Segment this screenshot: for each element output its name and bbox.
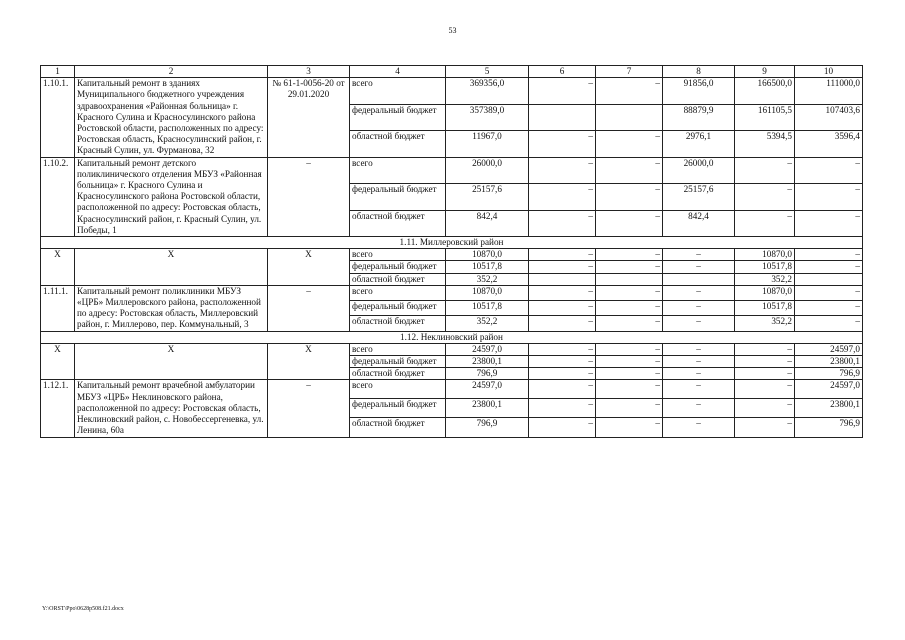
column-header: 9 [735, 66, 795, 78]
value-cell: 107403,6 [795, 104, 863, 130]
table-row [41, 343, 863, 355]
section-row [41, 331, 863, 343]
footer-file-path: Y:\ORST\Ppo\0628p508.f21.docx [42, 606, 124, 612]
value-cell: – [663, 380, 735, 399]
value-cell: – [663, 356, 735, 368]
value-cell: 161105,5 [735, 104, 795, 130]
value-cell: – [529, 131, 596, 157]
value-cell: – [596, 285, 663, 300]
section-title: 1.11. Миллеровский район [41, 237, 863, 249]
value-cell: 91856,0 [663, 78, 735, 104]
value-cell: – [663, 418, 735, 437]
funding-source: федеральный бюджет [350, 184, 446, 210]
value-cell: – [735, 380, 795, 399]
value-cell: – [529, 316, 596, 331]
funding-source: областной бюджет [350, 210, 446, 236]
funding-source: федеральный бюджет [350, 104, 446, 130]
value-cell: – [529, 210, 596, 236]
section-title: 1.12. Неклиновский район [41, 331, 863, 343]
value-cell: 24597,0 [446, 380, 529, 399]
value-cell: – [663, 316, 735, 331]
page-number: 53 [448, 26, 457, 35]
value-cell: 796,9 [795, 418, 863, 437]
value-cell: 88879,9 [663, 104, 735, 130]
value-cell: – [596, 131, 663, 157]
funding-source: федеральный бюджет [350, 399, 446, 418]
value-cell: – [735, 184, 795, 210]
section-row [41, 237, 863, 249]
funding-source: всего [350, 380, 446, 399]
value-cell [795, 273, 863, 285]
document-ref: X [268, 249, 350, 286]
value-cell: 24597,0 [795, 380, 863, 399]
value-cell: 352,2 [735, 316, 795, 331]
value-cell: 796,9 [795, 368, 863, 380]
value-cell [529, 104, 596, 130]
value-cell: – [529, 380, 596, 399]
funding-source: федеральный бюджет [350, 301, 446, 316]
value-cell: – [663, 368, 735, 380]
budget-table [40, 65, 863, 438]
value-cell: – [735, 356, 795, 368]
value-cell: 26000,0 [663, 157, 735, 183]
value-cell [529, 273, 596, 285]
value-cell: – [529, 368, 596, 380]
value-cell: 352,2 [446, 316, 529, 331]
row-number: 1.11.1. [41, 285, 75, 331]
funding-source: всего [350, 249, 446, 261]
table-row [41, 285, 863, 300]
value-cell: 796,9 [446, 418, 529, 437]
object-name: Капитальный ремонт детского поликлинического отделения МБУЗ «Районная больница» г. Красного Сулина и Красносулинского района Ростовской области, расположенной по адресу: Ростовская область, Красносулинский район, г. Красный Сулин, ул. Победы, 1 [75, 157, 268, 236]
value-cell: 24597,0 [446, 343, 529, 355]
column-header-row [41, 66, 863, 78]
value-cell: – [795, 316, 863, 331]
value-cell: – [735, 210, 795, 236]
value-cell: – [529, 301, 596, 316]
value-cell: 2976,1 [663, 131, 735, 157]
row-number: 1.12.1. [41, 380, 75, 437]
column-header: 2 [75, 66, 268, 78]
value-cell: 352,2 [446, 273, 529, 285]
value-cell: – [735, 343, 795, 355]
value-cell: 842,4 [446, 210, 529, 236]
value-cell: 11967,0 [446, 131, 529, 157]
value-cell: – [795, 301, 863, 316]
row-number: 1.10.2. [41, 157, 75, 236]
value-cell: – [596, 380, 663, 399]
object-name: Капитальный ремонт врачебной амбулатории МБУЗ «ЦРБ» Неклиновского района, расположенной по адресу: Ростовская область, Неклиновский район, с. Новобессергеневка, ул. Ленина, 60а [75, 380, 268, 437]
value-cell: 166500,0 [735, 78, 795, 104]
value-cell: – [596, 157, 663, 183]
value-cell: 10870,0 [446, 285, 529, 300]
value-cell: – [663, 301, 735, 316]
value-cell: – [735, 157, 795, 183]
value-cell: 10517,8 [446, 261, 529, 273]
value-cell: – [529, 285, 596, 300]
column-header: 1 [41, 66, 75, 78]
value-cell: 357389,0 [446, 104, 529, 130]
document-ref: X [268, 343, 350, 380]
funding-source: всего [350, 285, 446, 300]
object-name: X [75, 249, 268, 286]
value-cell: 352,2 [735, 273, 795, 285]
value-cell: – [596, 418, 663, 437]
value-cell: 25157,6 [663, 184, 735, 210]
value-cell: – [596, 249, 663, 261]
value-cell: – [663, 399, 735, 418]
row-number: 1.10.1. [41, 78, 75, 157]
value-cell: – [529, 184, 596, 210]
value-cell: – [795, 210, 863, 236]
value-cell: – [529, 261, 596, 273]
value-cell: 26000,0 [446, 157, 529, 183]
value-cell: – [529, 157, 596, 183]
funding-source: всего [350, 343, 446, 355]
value-cell [663, 273, 735, 285]
document-ref: – [268, 285, 350, 331]
funding-source: всего [350, 78, 446, 104]
document-ref: № 61-1-0056-20 от 29.01.2020 [268, 78, 350, 157]
value-cell [596, 104, 663, 130]
object-name: Капитальный ремонт в зданиях Муниципального бюджетного учреждения здравоохранения «Районная больница» г. Красного Сулина и Красносулинского района Ростовской области, расположенных по адресу: Ростовская область, Красносулинский район, г. Красный Сулин, ул. Фурманова, 32 [75, 78, 268, 157]
table-row [41, 78, 863, 104]
value-cell: – [795, 249, 863, 261]
funding-source: федеральный бюджет [350, 356, 446, 368]
funding-source: всего [350, 157, 446, 183]
column-header: 7 [596, 66, 663, 78]
funding-source: областной бюджет [350, 418, 446, 437]
value-cell [596, 273, 663, 285]
table-row [41, 249, 863, 261]
value-cell: – [735, 399, 795, 418]
table-body [41, 66, 863, 438]
row-number: X [41, 343, 75, 380]
document-ref: – [268, 157, 350, 236]
object-name: Капитальный ремонт поликлиники МБУЗ «ЦРБ» Миллеровского района, расположенной по адресу: Ростовская область, Миллеровский район, г. Миллерово, пер. Коммунальный, 3 [75, 285, 268, 331]
value-cell: 23800,1 [795, 356, 863, 368]
value-cell: 10870,0 [735, 285, 795, 300]
column-header: 8 [663, 66, 735, 78]
value-cell: – [795, 184, 863, 210]
value-cell: – [795, 157, 863, 183]
value-cell: 24597,0 [795, 343, 863, 355]
funding-source: областной бюджет [350, 316, 446, 331]
table-row [41, 380, 863, 399]
column-header: 3 [268, 66, 350, 78]
value-cell: – [529, 418, 596, 437]
column-header: 10 [795, 66, 863, 78]
value-cell: – [529, 399, 596, 418]
value-cell: 10870,0 [446, 249, 529, 261]
value-cell: – [529, 78, 596, 104]
value-cell: 10870,0 [735, 249, 795, 261]
value-cell: – [596, 210, 663, 236]
document-ref: – [268, 380, 350, 437]
funding-source: областной бюджет [350, 131, 446, 157]
value-cell: – [596, 356, 663, 368]
value-cell: – [596, 261, 663, 273]
value-cell: 5394,5 [735, 131, 795, 157]
funding-source: федеральный бюджет [350, 261, 446, 273]
column-header: 4 [350, 66, 446, 78]
object-name: X [75, 343, 268, 380]
row-number: X [41, 249, 75, 286]
value-cell: – [596, 316, 663, 331]
value-cell: – [795, 261, 863, 273]
value-cell: – [529, 356, 596, 368]
value-cell: 25157,6 [446, 184, 529, 210]
value-cell: – [596, 399, 663, 418]
value-cell: – [596, 343, 663, 355]
column-header: 5 [446, 66, 529, 78]
value-cell: – [596, 184, 663, 210]
value-cell: – [596, 368, 663, 380]
value-cell: 369356,0 [446, 78, 529, 104]
value-cell: 10517,8 [735, 261, 795, 273]
value-cell: – [663, 285, 735, 300]
value-cell: – [596, 301, 663, 316]
value-cell: 842,4 [663, 210, 735, 236]
funding-source: областной бюджет [350, 273, 446, 285]
value-cell: 10517,8 [735, 301, 795, 316]
value-cell: – [795, 285, 863, 300]
value-cell: 10517,8 [446, 301, 529, 316]
value-cell: – [596, 78, 663, 104]
value-cell: 23800,1 [446, 399, 529, 418]
value-cell: 3596,4 [795, 131, 863, 157]
value-cell: 23800,1 [446, 356, 529, 368]
funding-source: областной бюджет [350, 368, 446, 380]
value-cell: – [529, 249, 596, 261]
value-cell: – [735, 368, 795, 380]
value-cell: – [529, 343, 596, 355]
value-cell: 111000,0 [795, 78, 863, 104]
column-header: 6 [529, 66, 596, 78]
value-cell: – [663, 249, 735, 261]
table-row [41, 157, 863, 183]
value-cell: 796,9 [446, 368, 529, 380]
value-cell: – [663, 261, 735, 273]
value-cell: – [735, 418, 795, 437]
value-cell: – [663, 343, 735, 355]
value-cell: 23800,1 [795, 399, 863, 418]
